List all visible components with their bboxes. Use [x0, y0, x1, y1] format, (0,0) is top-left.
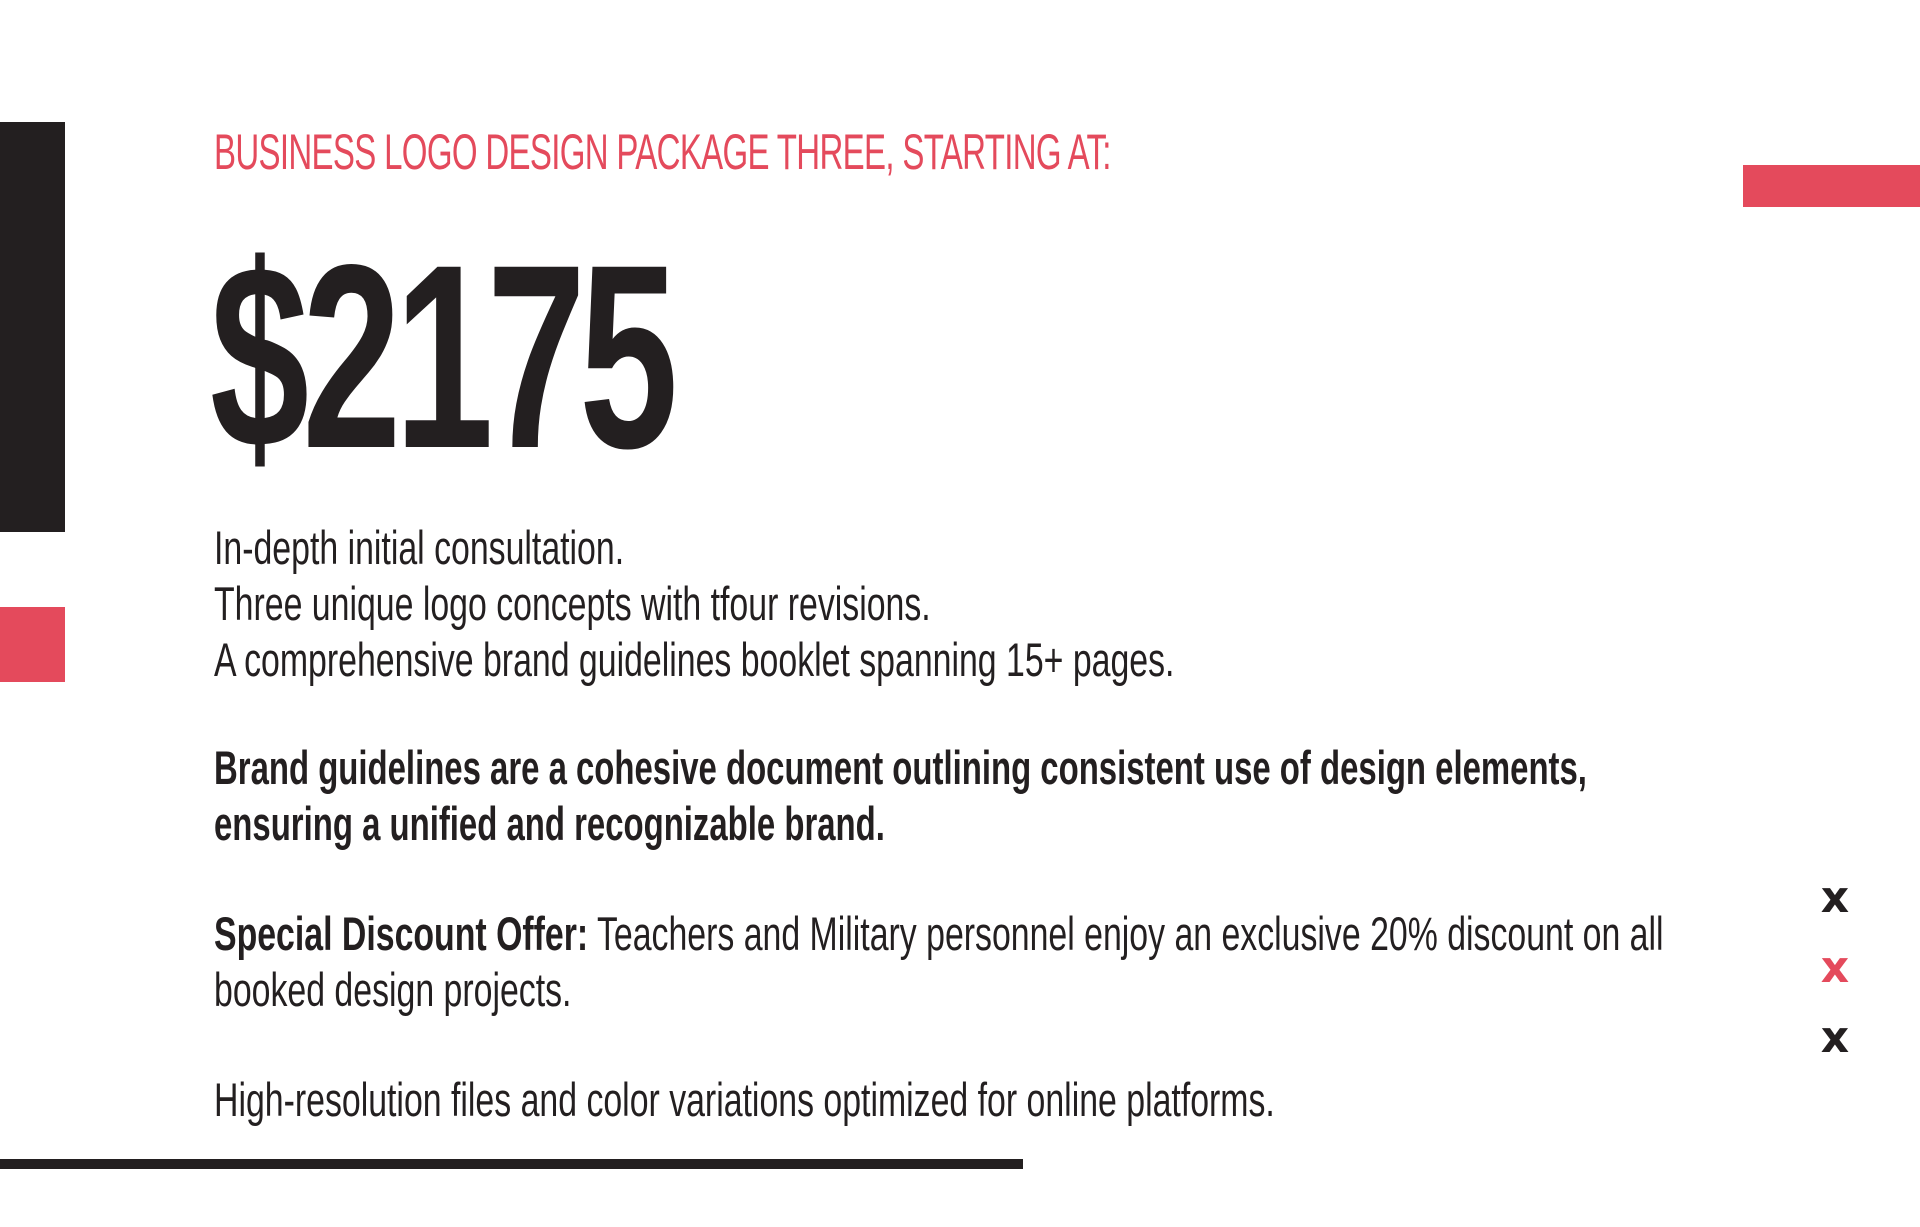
left-red-bar — [0, 607, 65, 682]
package-price: $2175 — [210, 210, 672, 503]
left-black-bar — [0, 122, 65, 532]
bottom-rule — [0, 1159, 1023, 1169]
discount-offer — [214, 906, 1664, 1018]
guidelines-line: Brand guidelines are a cohesive document outlining consistent use of design elements, — [214, 741, 1587, 794]
feature-list — [214, 520, 1174, 688]
feature-item: A comprehensive brand guidelines booklet spanning 15+ pages. — [214, 633, 1175, 686]
decorative-marks — [1815, 872, 1855, 1086]
hires-note: High-resolution files and color variations optimized for online platforms. — [214, 1073, 1275, 1126]
right-red-bar — [1743, 165, 1920, 207]
x-mark-icon: x — [1820, 872, 1850, 923]
x-mark-icon: x — [1820, 942, 1850, 993]
package-heading: BUSINESS LOGO DESIGN PACKAGE THREE, STARTING AT: — [214, 124, 1111, 180]
discount-line-1 — [214, 906, 1664, 962]
feature-item: Three unique logo concepts with tfour revisions. — [214, 577, 931, 630]
discount-text: Teachers and Military personnel enjoy an exclusive 20% discount on all — [588, 907, 1664, 960]
discount-lead: Special Discount Offer: — [214, 907, 589, 960]
discount-line-2: booked design projects. — [214, 963, 572, 1016]
guidelines-line: ensuring a unified and recognizable brand. — [214, 797, 885, 850]
x-mark-icon: x — [1820, 1012, 1850, 1063]
feature-item: In-depth initial consultation. — [214, 521, 625, 574]
guidelines-statement — [214, 740, 1587, 852]
